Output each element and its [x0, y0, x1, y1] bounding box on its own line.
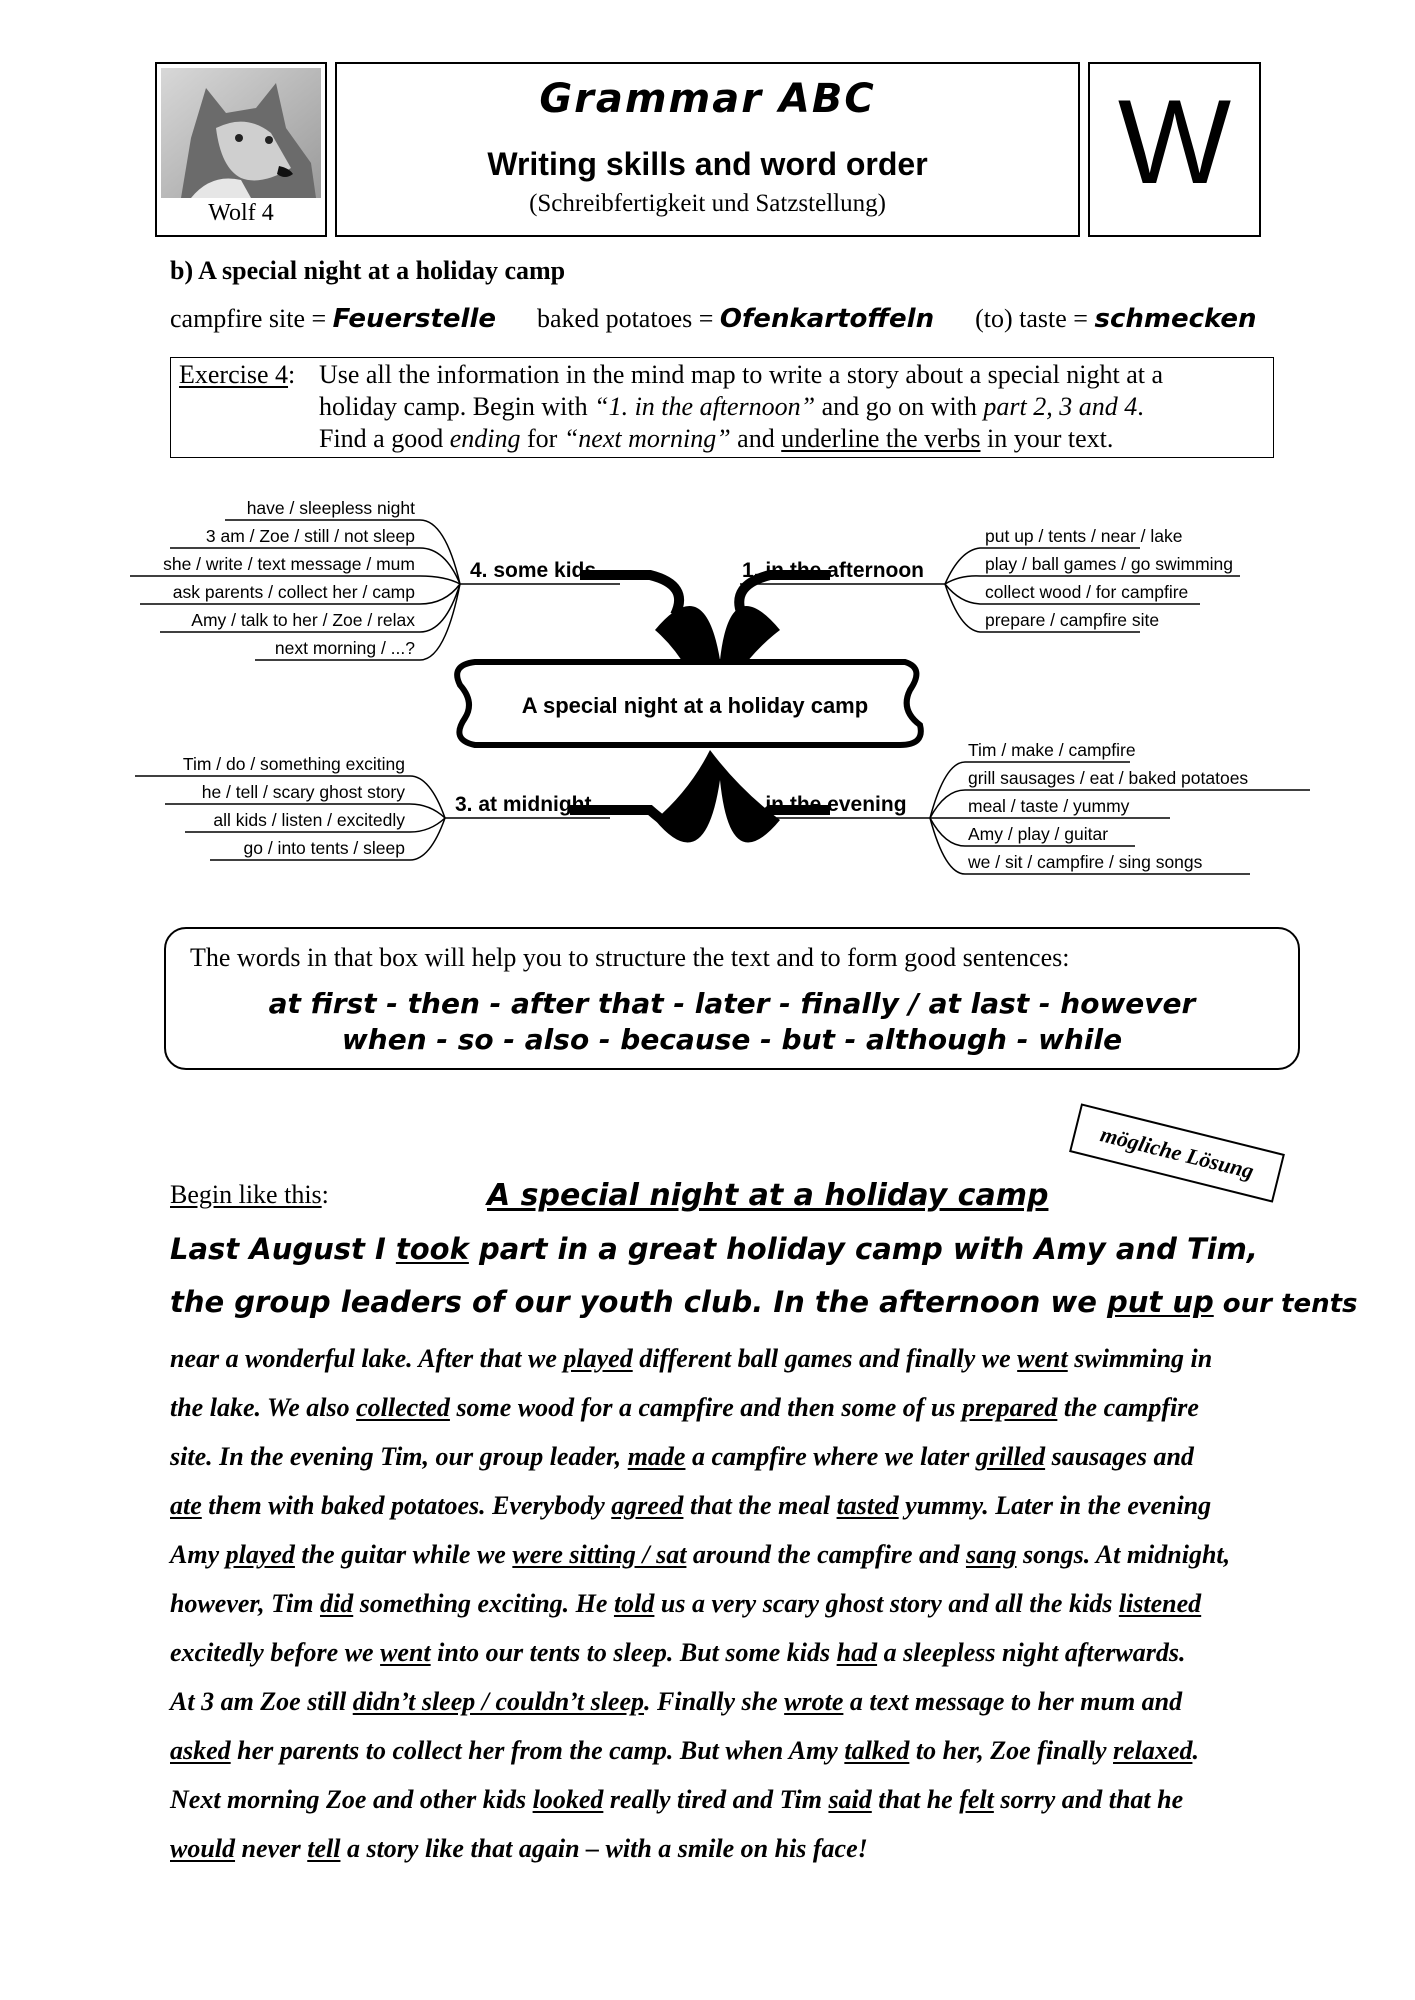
mindmap-item: all kids / listen / excitedly [213, 810, 405, 830]
mindmap-item: we / sit / campfire / sing songs [968, 852, 1203, 872]
vocab-de: Ofenkartoffeln [719, 304, 935, 334]
wolf-card [155, 62, 327, 237]
mindmap-item: Amy / play / guitar [968, 824, 1109, 844]
mindmap-item: collect wood / for campfire [985, 582, 1189, 602]
story-title: A special night at a holiday camp [487, 1178, 1049, 1213]
exercise-label: Exercise 4 [179, 360, 289, 389]
exercise-box: Exercise 4: Use all the information in the mind map to write a story about a special night at a holiday camp. Begin with “1. in the afternoon” and go on with part 2, 3 and 4. Find a good ending for “next morning” and underline the verbs in your text. [170, 357, 1274, 458]
story-line: the group leaders of our youth club. In the afternoon we put up our tents [170, 1285, 1358, 1319]
mindmap-item: she / write / text message / mum [163, 554, 415, 574]
story-line: Last August I took part in a great holiday camp with Amy and Tim, [170, 1232, 1258, 1266]
branch-afternoon: 1. in the afternoon [742, 559, 925, 582]
story-line: however, Tim did something exciting. He told us a very scary ghost story and all the kids listened [170, 1589, 1202, 1618]
wolf-photo [161, 68, 321, 198]
vocab-en: campfire site = [170, 304, 327, 333]
title-box [335, 62, 1080, 237]
mindmap-item: prepare / campfire site [985, 610, 1160, 630]
linking-words-line: at first - then - after that - later - finally / at last - however [268, 987, 1196, 1020]
vocab-de: Feuerstelle [332, 304, 496, 334]
mindmap-item: ask parents / collect her / camp [172, 582, 415, 602]
mindmap-item: he / tell / scary ghost story [201, 782, 405, 802]
story-line: Next morning Zoe and other kids looked really tired and Tim said that he felt sorry and that he [170, 1785, 1184, 1814]
mindmap-item: Tim / make / campfire [968, 740, 1136, 760]
mindmap-item: meal / taste / yummy [968, 796, 1130, 816]
chapter-letter: W [1117, 75, 1232, 209]
page-subtitle: Writing skills and word order [487, 146, 928, 182]
linking-words-intro: The words in that box will help you to structure the text and to form good sentences: [190, 943, 1070, 972]
mindmap-item: Amy / talk to her / Zoe / relax [191, 610, 415, 630]
linking-words-line: when - so - also - because - but - although - while [341, 1023, 1123, 1056]
wolf-caption: Wolf 4 [208, 200, 274, 226]
page-title: Grammar ABC [539, 76, 876, 122]
vocab-en: (to) taste = [975, 304, 1088, 333]
exercise-line-1: Use all the information in the mind map to write a story about a special night at a [319, 360, 1164, 389]
begin-label: Begin like this: [170, 1180, 329, 1209]
branch-midnight: 3. at midnight [455, 793, 592, 816]
story-line: At 3 am Zoe still didn’t sleep / couldn’t sleep. Finally she wrote a text message to her mum and [170, 1687, 1183, 1716]
story-line: asked her parents to collect her from the camp. But when Amy talked to her, Zoe finally relaxed. [170, 1736, 1199, 1765]
mindmap-item: next morning / ...? [274, 638, 415, 658]
mindmap-item: put up / tents / near / lake [985, 526, 1183, 546]
branch-evening: 2. in the evening [742, 793, 907, 816]
mindmap-item: Tim / do / something exciting [182, 754, 405, 774]
letter-box [1088, 62, 1261, 237]
story-line: would never tell a story like that again – with a smile on his face! [170, 1834, 868, 1863]
mindmap-item: grill sausages / eat / baked potatoes [968, 768, 1249, 788]
story-line: the lake. We also collected some wood for a campfire and then some of us prepared the campfire [170, 1393, 1199, 1422]
mind-map [130, 490, 1310, 900]
story-line: Amy played the guitar while we were sitting / sat around the campfire and sang songs. At midnight, [170, 1540, 1231, 1569]
vocab-line [170, 304, 1257, 334]
branch-some-kids: 4. some kids [470, 559, 597, 582]
solution-stamp: mögliche Lösung [1069, 1103, 1285, 1202]
story-line: ate them with baked potatoes. Everybody agreed that the meal tasted yummy. Later in the evening [170, 1491, 1212, 1520]
vocab-de: schmecken [1094, 304, 1257, 334]
mindmap-center: A special night at a holiday camp [521, 693, 869, 718]
page-subtitle-german: (Schreibfertigkeit und Satzstellung) [529, 190, 886, 217]
mindmap-item: have / sleepless night [246, 498, 415, 518]
mindmap-item: play / ball games / go swimming [985, 554, 1234, 574]
mindmap-item: go / into tents / sleep [243, 838, 405, 858]
story-line: near a wonderful lake. After that we played different ball games and finally we went swimming in [170, 1344, 1213, 1373]
section-title: b) A special night at a holiday camp [170, 256, 566, 285]
vocab-en: baked potatoes = [537, 304, 714, 333]
linking-words-box [164, 927, 1300, 1070]
story-line: site. In the evening Tim, our group leader, made a campfire where we later grilled sausages and [170, 1442, 1194, 1471]
exercise-line-3: Find a good ending for “next morning” and underline the verbs in your text. [319, 424, 1114, 453]
mindmap-item: 3 am / Zoe / still / not sleep [205, 526, 415, 546]
story-line: excitedly before we went into our tents to sleep. But some kids had a sleepless night afterwards. [170, 1638, 1186, 1667]
exercise-line-2: holiday camp. Begin with “1. in the afternoon” and go on with part 2, 3 and 4. [319, 392, 1144, 421]
